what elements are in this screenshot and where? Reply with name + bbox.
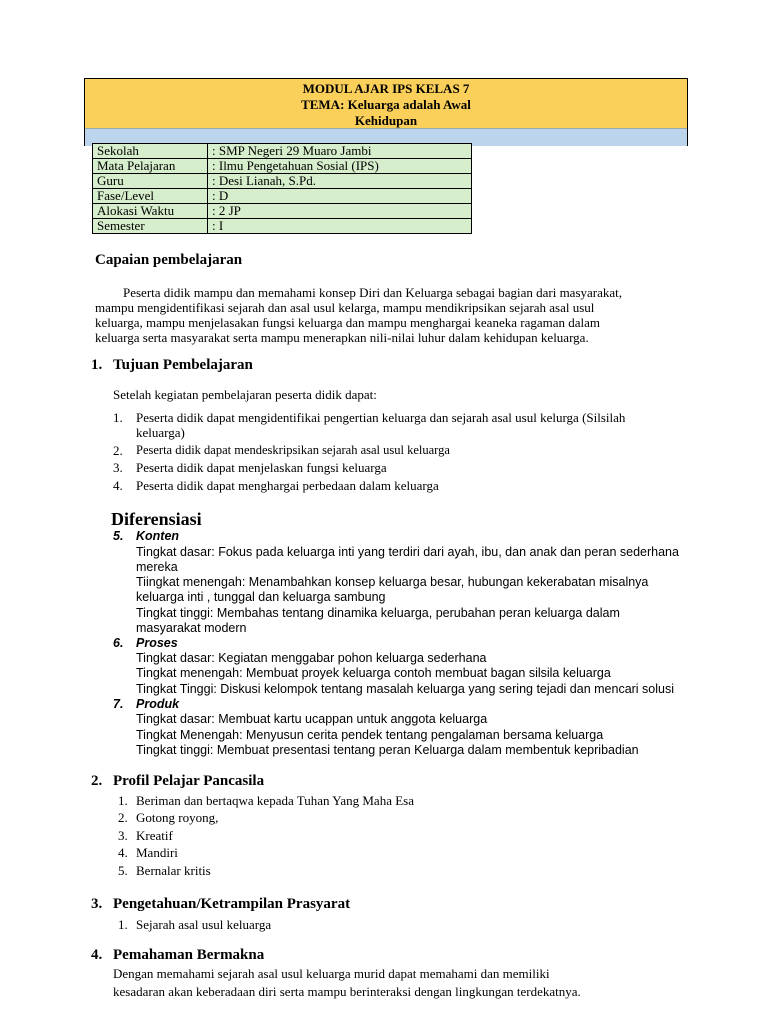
capaian-line: keluarga, mampu menjelasakan fungsi keluarga dan mampu menghargai keaneka ragaman dalam [95,315,601,330]
info-label: Sekolah [93,144,208,159]
list-number: 5. [118,863,128,878]
title-line-3: Kehidupan [354,113,418,128]
list-number: 2. [113,443,123,458]
konten-line: Tingkat dasar: Fokus pada keluarga inti yang terdiri dari ayah, ibu, dan anak dan peran sederhana [136,545,679,559]
info-label: Fase/Level [93,189,208,204]
info-value: : I [208,219,472,234]
table-row [93,159,472,174]
list-number: 4. [113,478,123,493]
pemahaman-line: Dengan memahami sejarah asal usul keluarga murid dapat memahami dan memiliki [113,966,550,981]
list-item: Gotong royong, [136,810,219,825]
list-item: Mandiri [136,845,178,860]
table-row [93,204,472,219]
list-item: Peserta didik dapat mendeskripsikan sejarah asal usul keluarga [136,443,450,457]
list-item: Peserta didik dapat menghargai perbedaan dalam keluarga [136,478,439,493]
table-row [93,189,472,204]
info-label: Alokasi Waktu [93,204,208,219]
profil-heading: Profil Pelajar Pancasila [113,773,265,789]
produk-line: Tingkat tinggi: Membuat presentasi tentang peran Keluarga dalam membentuk kepribadian [136,743,639,757]
list-item: Peserta didik dapat menjelaskan fungsi keluarga [136,460,387,475]
list-item: keluarga) [136,425,185,440]
table-row [93,174,472,189]
tujuan-heading: Tujuan Pembelajaran [113,357,253,373]
info-label: Mata Pelajaran [93,159,208,174]
konten-line: keluarga inti , tunggal dan keluarga sambung [136,590,386,604]
title-line-2: TEMA: Keluarga adalah Awal [301,97,471,112]
list-number: 3. [118,828,128,843]
info-table [92,143,472,234]
proses-line: Tingkat menengah: Membuat proyek keluarga contoh membuat bagan silsila keluarga [136,666,611,680]
table-row [93,219,472,234]
konten-label: Konten [136,529,180,543]
info-value: : Desi Lianah, S.Pd. [208,174,472,189]
list-number: 7. [113,697,124,711]
title-line-1: MODUL AJAR IPS KELAS 7 [302,81,470,96]
info-value: : Ilmu Pengetahuan Sosial (IPS) [208,159,472,174]
konten-line: masyarakat modern [136,621,247,635]
info-label: Guru [93,174,208,189]
list-number: 6. [113,636,124,650]
pemahaman-line: kesadaran akan keberadaan diri serta mampu berinteraksi dengan lingkungan terdekatnya. [113,984,581,999]
list-item: Kreatif [136,828,173,843]
pemahaman-heading: Pemahaman Bermakna [113,947,265,963]
list-item: Bernalar kritis [136,863,211,878]
list-number: 5. [113,529,124,543]
proses-line: Tingkat Tinggi: Diskusi kelompok tentang masalah keluarga yang sering tejadi dan mencari solusi [136,682,675,696]
diferensiasi-heading: Diferensiasi [111,509,202,529]
capaian-line: Peserta didik mampu dan memahami konsep Diri dan Keluarga sebagai bagian dari masyarakat, [123,285,623,300]
tujuan-number: 1. [91,357,103,373]
proses-line: Tingkat dasar: Kegiatan menggabar pohon keluarga sederhana [136,651,487,665]
list-number: 2. [118,810,128,825]
table-row [93,144,472,159]
info-value: : D [208,189,472,204]
list-item: Beriman dan bertaqwa kepada Tuhan Yang Maha Esa [136,793,414,808]
prasyarat-number: 3. [91,896,103,912]
info-value: : SMP Negeri 29 Muaro Jambi [208,144,472,159]
list-number: 1. [113,410,123,425]
konten-line: Tiingkat menengah: Menambahkan konsep keluarga besar, hubungan kekerabatan misalnya [136,575,649,589]
proses-label: Proses [136,636,178,650]
produk-label: Produk [136,697,180,711]
list-number: 1. [118,793,128,808]
profil-number: 2. [91,773,103,789]
info-label: Semester [93,219,208,234]
prasyarat-heading: Pengetahuan/Ketrampilan Prasyarat [113,896,351,912]
capaian-line: keluarga serta masyarakat serta mampu menerapkan nili-nilai luhur dalam kehidupan keluarga. [95,330,589,345]
pemahaman-number: 4. [91,947,103,963]
list-number: 1. [118,917,128,932]
capaian-heading: Capaian pembelajaran [95,252,243,268]
list-item: Sejarah asal usul keluarga [136,917,272,932]
list-item: Peserta didik dapat mengidentifikai pengertian keluarga dan sejarah asal usul kelurga (Silsilah [136,410,626,425]
info-value: : 2 JP [208,204,472,219]
list-number: 4. [118,845,128,860]
title-banner-top [85,79,687,128]
produk-line: Tingkat Menengah: Menyusun cerita pendek tentang pengalaman bersama keluarga [136,728,604,742]
list-number: 3. [113,460,123,475]
konten-line: mereka [136,560,178,574]
produk-line: Tingkat dasar: Membuat kartu ucappan untuk anggota keluarga [136,712,488,726]
tujuan-intro: Setelah kegiatan pembelajaran peserta didik dapat: [113,387,377,402]
capaian-line: mampu mengidentifikasi sejarah dan asal usul kelarga, mampu mendikripsikan sejarah asal usul [95,300,595,315]
title-banner [84,78,688,146]
konten-line: Tingkat tinggi: Membahas tentang dinamika keluarga, perubahan peran keluarga dalam [136,606,620,620]
